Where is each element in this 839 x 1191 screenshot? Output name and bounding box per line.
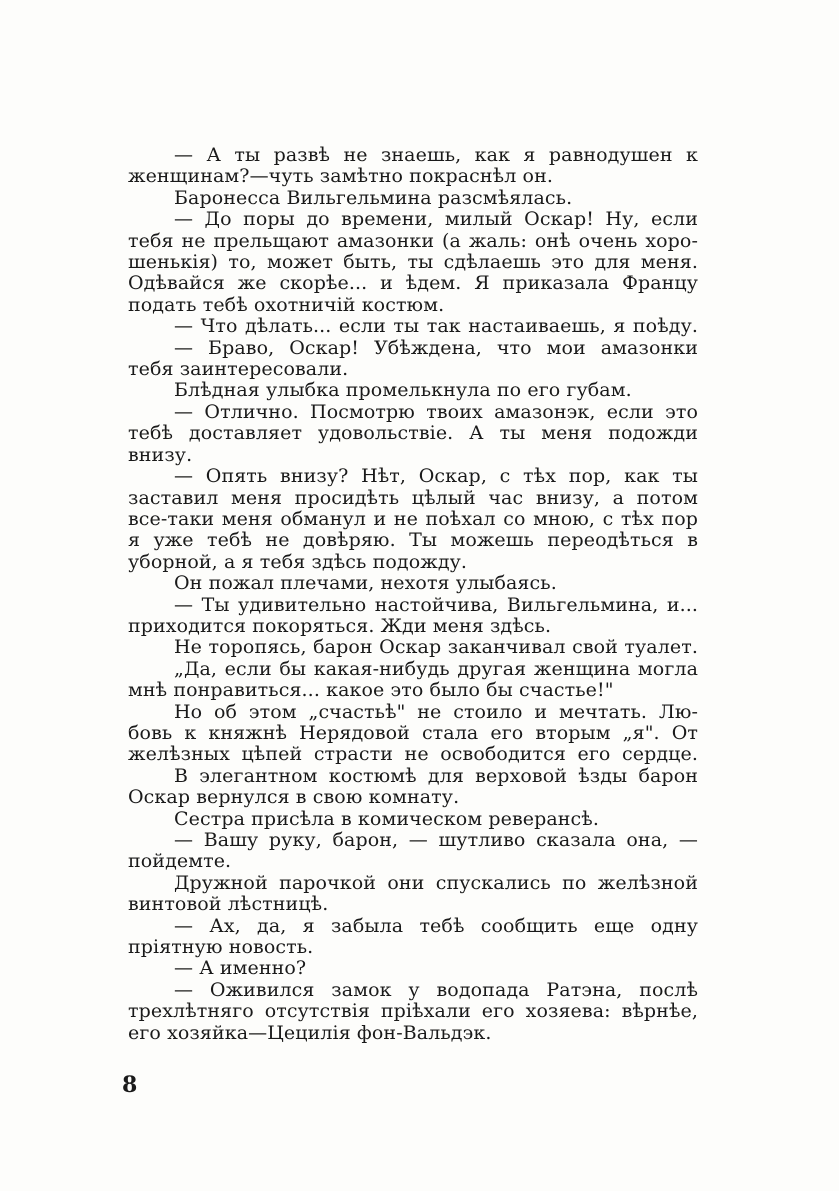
text-line: В элегантном костюмѣ для верховой ѣзды барон [174,765,698,787]
text-line: „Да, если бы какая-нибудь другая женщина могла [174,658,698,680]
page-number: 8 [122,1072,138,1098]
text-line: Баронесса Вильгельмина разсмѣялась. [174,187,573,209]
text-line: пріятную новость. [128,937,314,959]
text-line: все-таки меня обманул и не поѣхал со мною, с тѣх пор [128,508,698,530]
text-line: шенькія) то, может быть, ты сдѣлаешь это для меня. [128,252,698,274]
text-line: Не торопясь, барон Оскар заканчивал свой туалет. [174,637,698,659]
text-line: Оскар вернулся в свою комнату. [128,787,460,809]
text-line: Он пожал плечами, нехотя улыбаясь. [174,573,557,595]
text-line: — Что дѣлать... если ты так настаиваешь, я поѣду. [174,316,698,338]
text-line: — Ты удивительно настойчива, Вильгельмина, и... [174,594,698,616]
text-line: Но об этом „счастьѣ" не стоило и мечтать. Лю- [174,701,698,723]
text-line: — До поры до времени, милый Оскар! Ну, если [174,209,698,231]
text-line: мнѣ понравиться... какое это было бы счастье!" [128,680,614,702]
text-line: — Вашу руку, барон, — шутливо сказала она, — [174,830,698,851]
text-line: уборной, а я тебя здѣсь подожду. [128,551,468,573]
text-line: Блѣдная улыбка промелькнула по его губам. [174,380,632,402]
text-line: Дружной парочкой они спускались по желѣзной [174,872,698,894]
text-line: его хозяйка—Цецилія фон-Вальдэк. [128,1022,492,1044]
text-line: женщинам?—чуть замѣтно покраснѣл он. [128,166,553,188]
text-line: тебѣ доставляет удовольствіе. А ты меня подожди [128,423,698,445]
text-line: заставил меня просидѣть цѣлый час внизу, а потом [128,487,698,509]
text-line: внизу. [128,444,193,466]
text-line: — Отлично. Посмотрю твоих амазонэк, если это [174,401,698,423]
text-line: — Оживился замок у водопада Ратэна, послѣ [174,979,698,1001]
text-line: — Браво, Оскар! Убѣждена, что мои амазонки [174,337,698,359]
text-line: тебя не прельщают амазонки (а жаль: онѣ очень хоро- [128,230,698,252]
text-line: — А ты развѣ не знаешь, как я равнодушен к [174,145,698,166]
text-line: желѣзных цѣпей страсти не освободится его сердце. [128,744,698,766]
text-line: — Ах, да, я забыла тебѣ сообщить еще одну [174,915,698,937]
text-line: Сестра присѣла в комическом реверансѣ. [174,808,600,830]
text-line: я уже тебѣ не довѣряю. Ты можешь переодѣться в [128,530,698,552]
text-line: трехлѣтняго отсутствія пріѣхали его хозяева: вѣрнѣе, [128,1001,698,1023]
text-line: пойдемте. [128,851,232,873]
text-line: тебя заинтересовали. [128,359,349,381]
text-line: — А именно? [174,958,307,980]
page-text [128,145,698,1044]
text-line: Одѣвайся же скорѣе... и ѣдем. Я приказала Францу [128,273,698,295]
text-line: — Опять внизу? Нѣт, Оскар, с тѣх пор, как ты [174,466,698,488]
text-line: приходится покоряться. Жди меня здѣсь. [128,615,552,637]
text-line: подать тебѣ охотничій костюм. [128,294,445,316]
text-line: винтовой лѣстницѣ. [128,894,329,916]
text-line: бовь к княжнѣ Нерядовой стала его вторым „я". От [128,722,698,744]
